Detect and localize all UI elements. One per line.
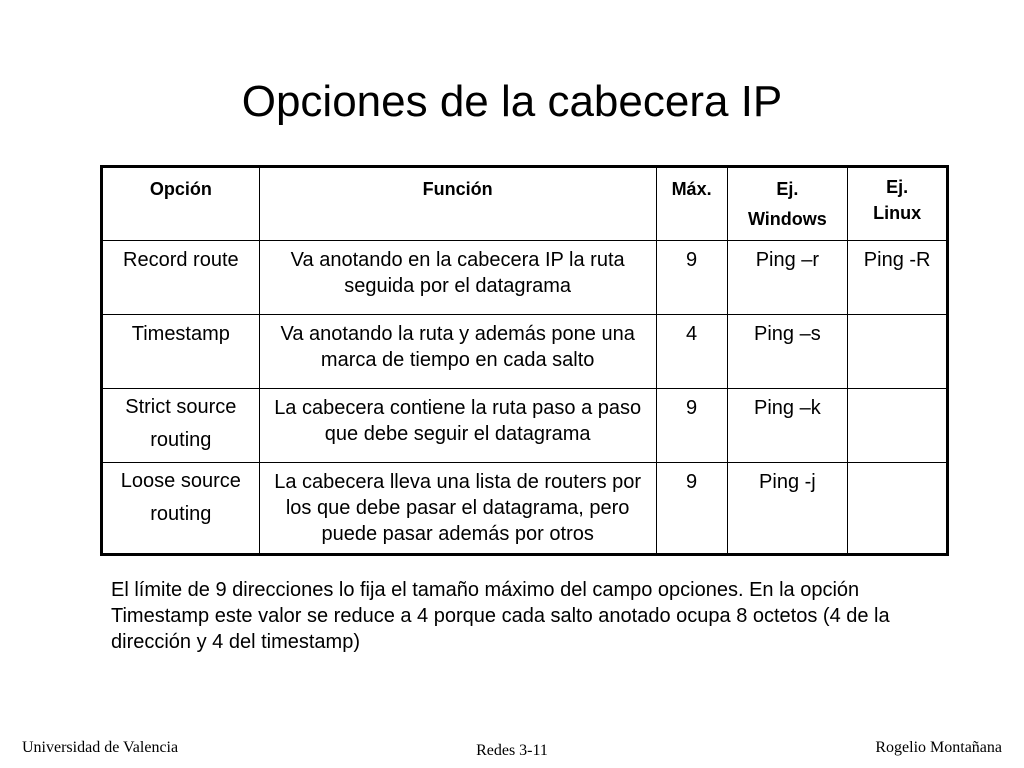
header-windows-line1: Ej.	[776, 179, 799, 199]
table-row	[102, 463, 948, 555]
cell-max: 9	[656, 241, 727, 315]
footer-university: Universidad de Valencia	[22, 739, 179, 756]
header-function: Función	[259, 167, 656, 241]
cell-function: La cabecera lleva una lista de routers por los que debe pasar el datagrama, pero puede pasar además por otros	[259, 463, 656, 555]
cell-windows: Ping –k	[727, 389, 848, 463]
table-header-row	[102, 167, 948, 241]
cell-max: 9	[656, 463, 727, 555]
cell-option: Timestamp	[102, 315, 260, 389]
header-linux	[848, 167, 948, 241]
cell-option: Record route	[102, 241, 260, 315]
cell-function: La cabecera contiene la ruta paso a paso que debe seguir el datagrama	[259, 389, 656, 463]
cell-max: 4	[656, 315, 727, 389]
cell-linux	[848, 315, 948, 389]
table-row	[102, 315, 948, 389]
header-windows	[727, 167, 848, 241]
footer-slide-number: Redes 3-11	[476, 742, 548, 759]
slide-title: Opciones de la cabecera IP	[241, 77, 783, 126]
cell-option: Strict source routing	[102, 389, 260, 463]
cell-max: 9	[656, 389, 727, 463]
cell-option: Loose source routing	[102, 463, 260, 555]
header-option: Opción	[102, 167, 260, 241]
cell-linux: Ping -R	[848, 241, 948, 315]
cell-function: Va anotando en la cabecera IP la ruta seguida por el datagrama	[259, 241, 656, 315]
cell-windows: Ping –r	[727, 241, 848, 315]
explanatory-note: El límite de 9 direcciones lo fija el tamaño máximo del campo opciones. En la opción Timestamp este valor se reduce a 4 porque cada salto anotado ocupa 8 octetos (4 de la dirección y 4 del timestamp)	[111, 579, 890, 653]
cell-function: Va anotando la ruta y además pone una marca de tiempo en cada salto	[259, 315, 656, 389]
cell-windows: Ping -j	[727, 463, 848, 555]
header-linux-line1: Ej.	[886, 177, 909, 197]
cell-windows: Ping –s	[727, 315, 848, 389]
table-row	[102, 241, 948, 315]
header-max: Máx.	[656, 167, 727, 241]
cell-linux	[848, 389, 948, 463]
header-linux-line2: Linux	[873, 203, 922, 223]
ip-options-table	[100, 165, 949, 556]
cell-linux	[848, 463, 948, 555]
table-row	[102, 389, 948, 463]
footer-author: Rogelio Montañana	[875, 739, 1002, 756]
header-windows-line2: Windows	[747, 209, 827, 229]
